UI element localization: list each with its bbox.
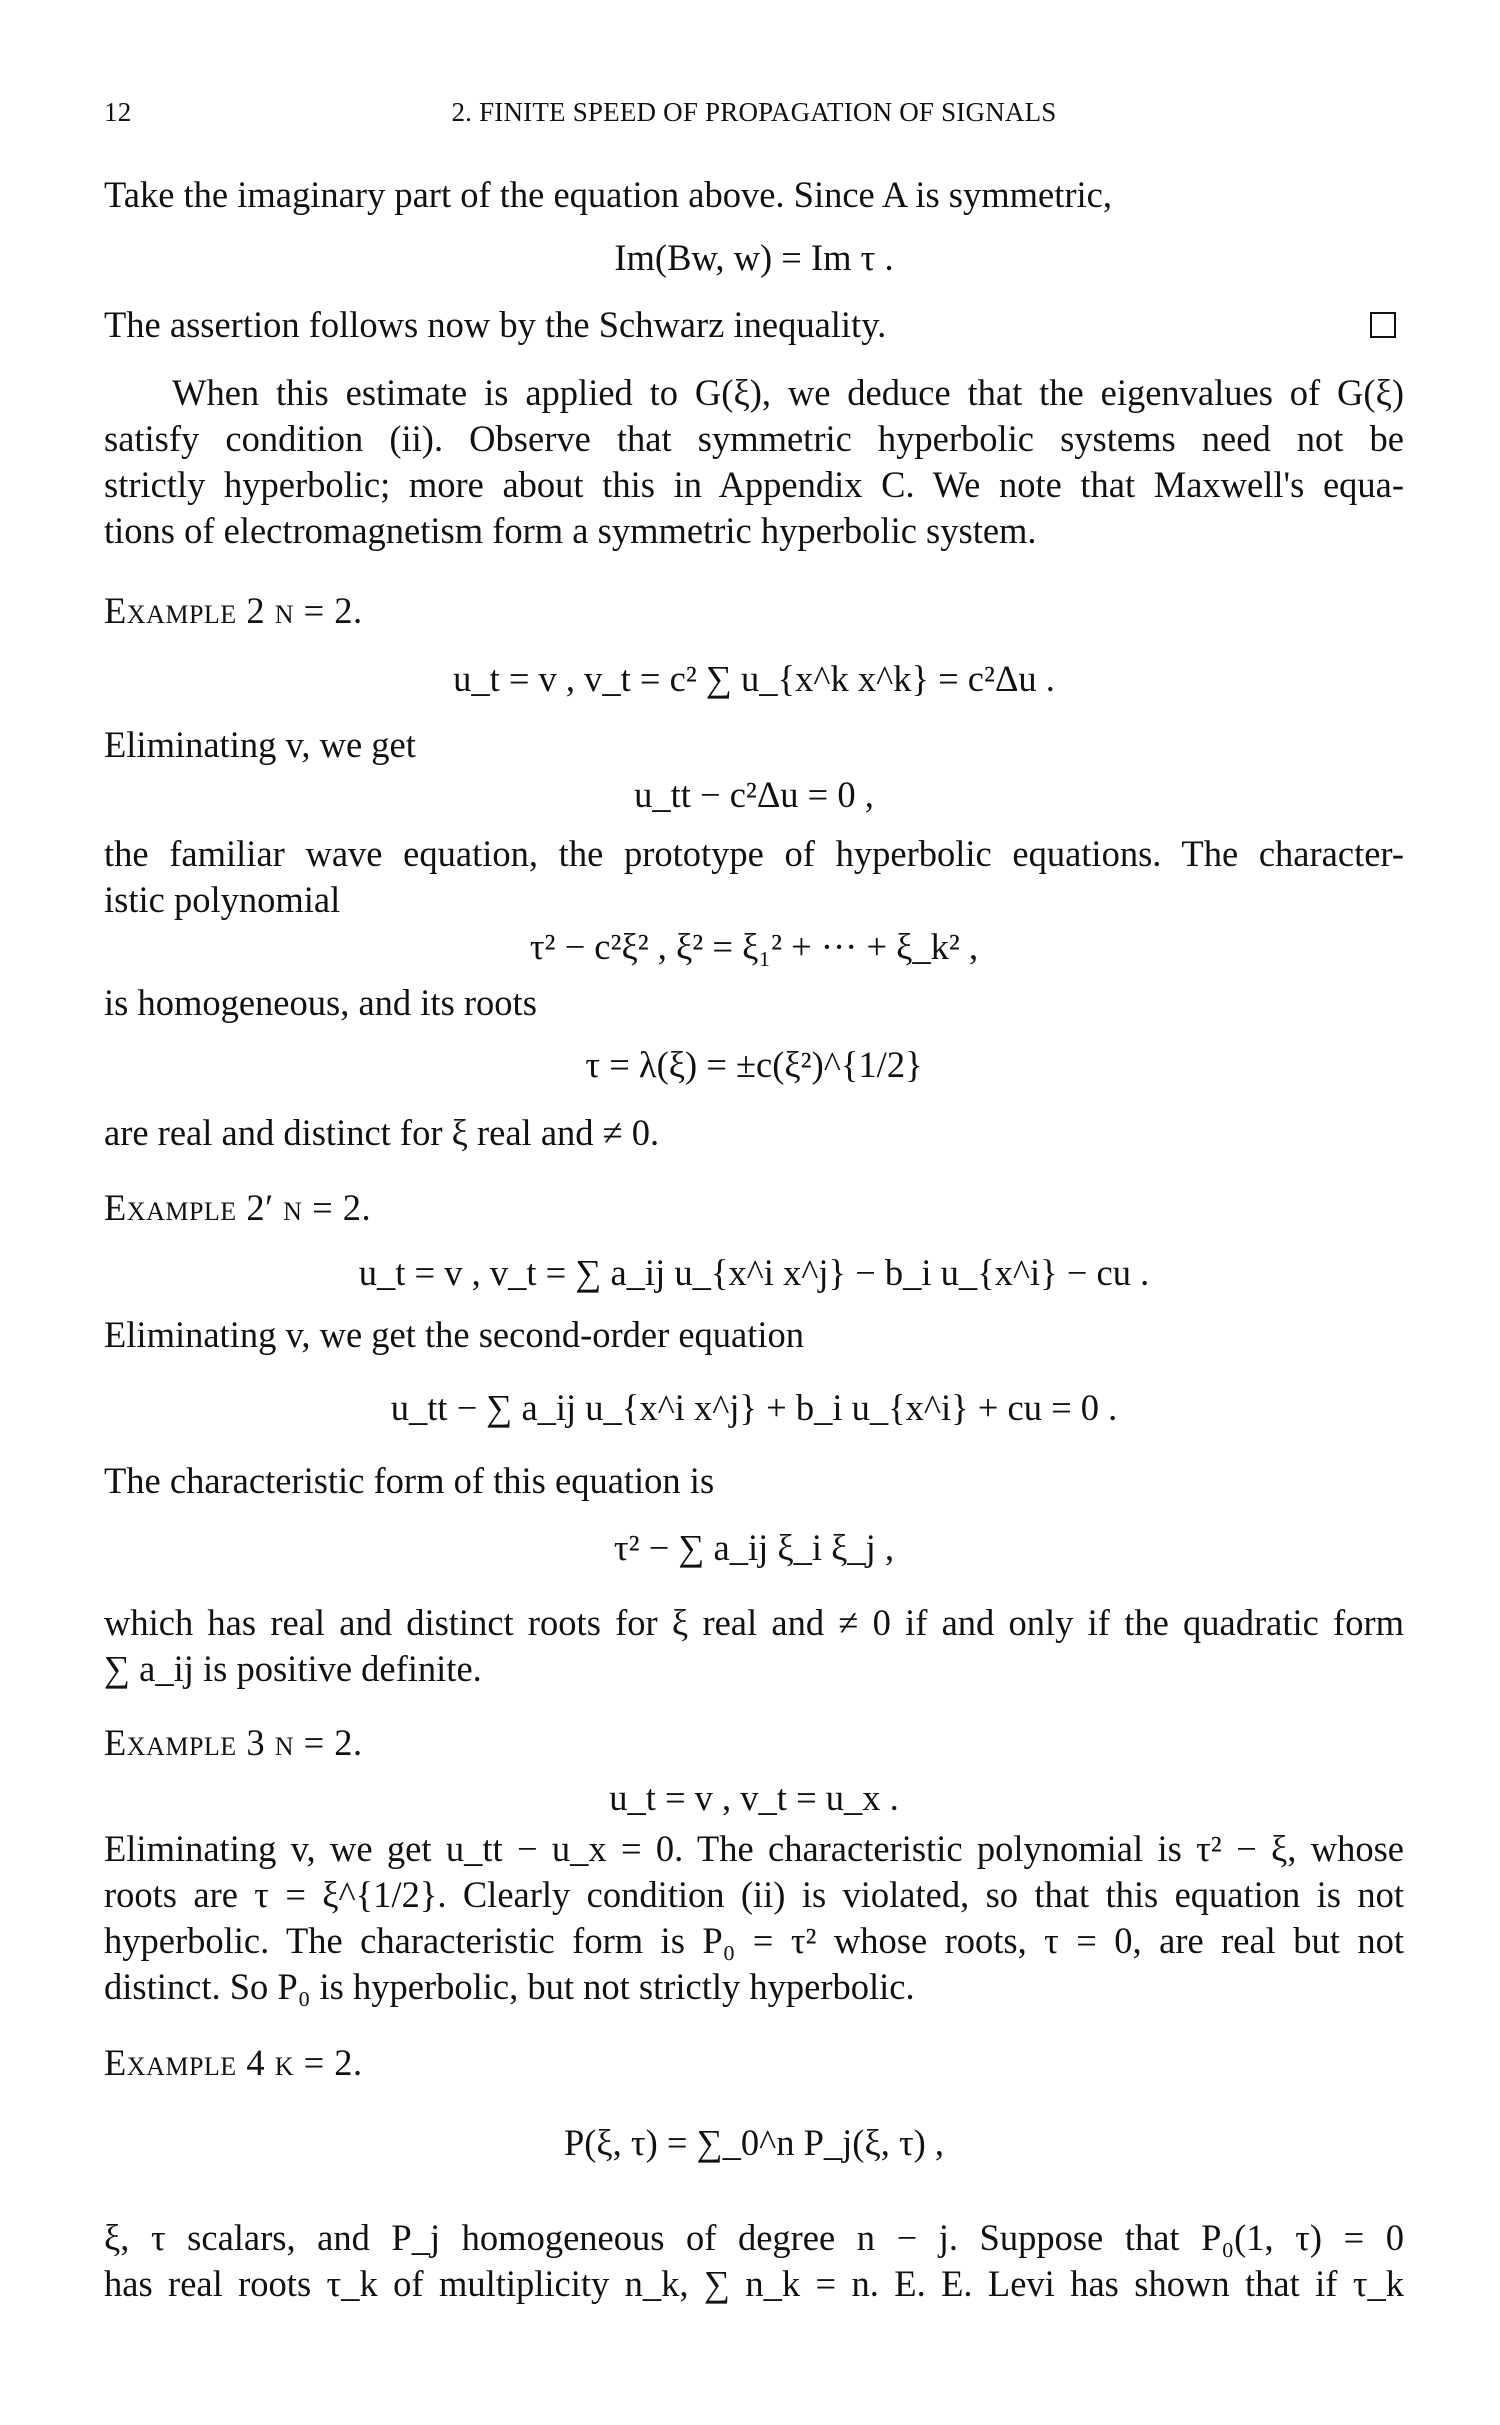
equation-system: u_t = v , v_t = u_x . xyxy=(609,1777,899,1818)
paragraph-line: ξ, τ scalars, and P_j homogeneous of degree n − j. Suppose that P₀(1, τ) = 0 xyxy=(104,2217,1404,2258)
paragraph-line: tions of electromagnetism form a symmetric hyperbolic system. xyxy=(104,510,1037,551)
equation-char-poly: τ² − c²ξ² , ξ² = ξ₁² + ··· + ξ_k² , xyxy=(529,926,979,967)
equation-im: Im(Bw, w) = Im τ . xyxy=(614,237,894,278)
text-line: Eliminating v, we get the second-order equation xyxy=(104,1314,805,1355)
example-heading: Example 4 k = 2. xyxy=(104,2042,363,2083)
example-heading: Example 2 n = 2. xyxy=(104,590,363,631)
paragraph-line: distinct. So P₀ is hyperbolic, but not strictly hyperbolic. xyxy=(104,1966,915,2007)
paragraph-line: hyperbolic. The characteristic form is P₀ = τ² whose roots, τ = 0, are real but not xyxy=(104,1920,1404,1961)
text-line: is homogeneous, and its roots xyxy=(104,982,537,1023)
paragraph-line: istic polynomial xyxy=(104,879,341,920)
text-line: The assertion follows now by the Schwarz inequality. xyxy=(104,304,887,345)
text-line: Take the imaginary part of the equation above. Since A is symmetric, xyxy=(104,174,1113,215)
running-title: 2. FINITE SPEED OF PROPAGATION OF SIGNALS xyxy=(451,97,1057,127)
paragraph-line: the familiar wave equation, the prototype of hyperbolic equations. The character- xyxy=(104,833,1404,874)
paragraph-line: roots are τ = ξ^{1/2}. Clearly condition (ii) is violated, so that this equation is not xyxy=(104,1874,1404,1915)
paragraph-line: satisfy condition (ii). Observe that symmetric hyperbolic systems need not be xyxy=(104,418,1404,459)
equation-second-order: u_tt − ∑ a_ij u_{x^i x^j} + b_i u_{x^i} + cu = 0 . xyxy=(390,1387,1118,1428)
equation-system: u_t = v , v_t = ∑ a_ij u_{x^i x^j} − b_i u_{x^i} − cu . xyxy=(358,1252,1150,1293)
equation-char-form: τ² − ∑ a_ij ξ_i ξ_j , xyxy=(613,1527,895,1568)
page-number: 12 xyxy=(104,97,132,127)
equation-roots: τ = λ(ξ) = ±c(ξ²)^{1/2} xyxy=(585,1044,923,1085)
text-line: Eliminating v, we get xyxy=(104,724,416,765)
paragraph-line: which has real and distinct roots for ξ real and ≠ 0 if and only if the quadratic form xyxy=(104,1602,1404,1643)
example-heading: Example 3 n = 2. xyxy=(104,1722,363,1763)
paragraph-line: strictly hyperbolic; more about this in Appendix C. We note that Maxwell's equa- xyxy=(104,464,1404,505)
qed-icon xyxy=(1370,312,1396,338)
example-heading: Example 2′ n = 2. xyxy=(104,1187,372,1228)
paragraph-line: ∑ a_ij is positive definite. xyxy=(104,1648,482,1689)
paragraph-line: Eliminating v, we get u_tt − u_x = 0. The characteristic polynomial is τ² − ξ, whose xyxy=(104,1828,1404,1869)
equation-sum: P(ξ, τ) = ∑_0^n P_j(ξ, τ) , xyxy=(563,2122,945,2163)
text-line: are real and distinct for ξ real and ≠ 0. xyxy=(104,1112,660,1153)
equation-wave: u_tt − c²Δu = 0 , xyxy=(634,774,874,815)
text-line: The characteristic form of this equation is xyxy=(104,1460,715,1501)
equation-system: u_t = v , v_t = c² ∑ u_{x^k x^k} = c²Δu . xyxy=(453,658,1055,699)
paragraph-line: has real roots τ_k of multiplicity n_k, ∑ n_k = n. E. E. Levi has shown that if τ_k xyxy=(104,2263,1404,2304)
paragraph-line: When this estimate is applied to G(ξ), we deduce that the eigenvalues of G(ξ) xyxy=(172,372,1404,413)
